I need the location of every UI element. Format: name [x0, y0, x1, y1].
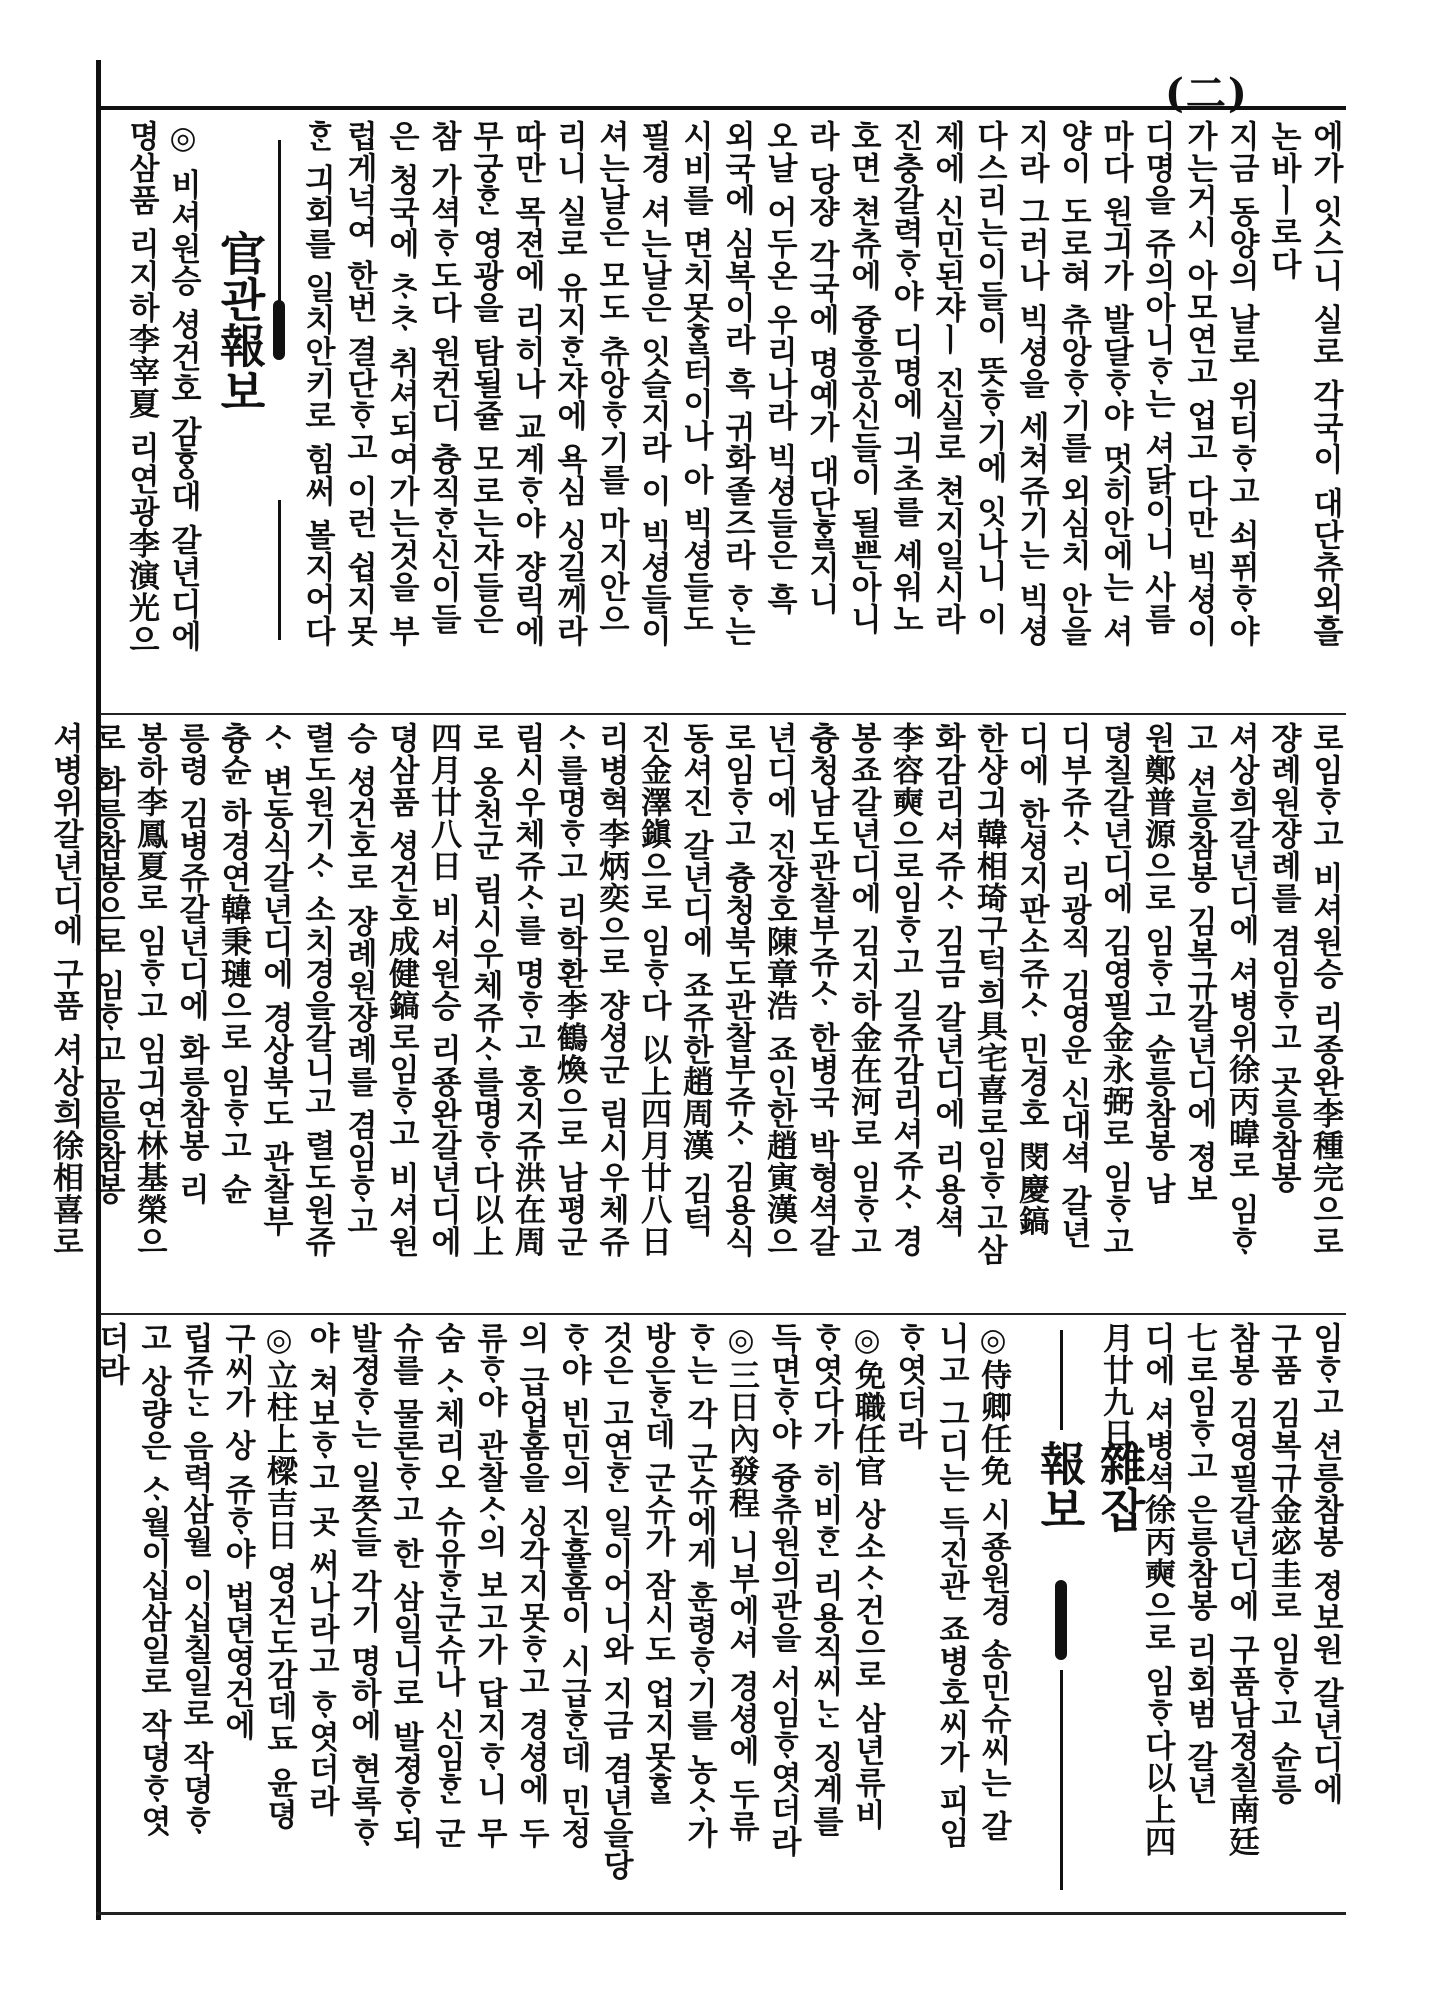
- appointment-line: 로임ᄒᆞ고 츙청북도관찰부쥬ᄉᆞ 김용식: [719, 722, 755, 1258]
- ornament-knot: [273, 300, 285, 360]
- editorial-line: 에가 잇스니 실로 각국이 대단츄외흘: [1307, 120, 1343, 648]
- page-number: (二): [1165, 70, 1249, 117]
- editorial-line: 진충갈력ᄒᆞ야 디명에 긔초를 셰워노: [887, 120, 923, 636]
- ornament-rule-japbo-bottom: [1060, 1670, 1063, 1890]
- editorial-line: 논바ㅣ로다: [1265, 120, 1301, 280]
- gwanbo-title: 官관報보: [213, 230, 267, 414]
- appointment-line: 츙청남도관찰부쥬ᄉᆞ 한병국 박형셕갈: [803, 722, 839, 1258]
- editorial-line: 디명을 쥬의아니ᄒᆞ는 셔닭이니 사름: [1139, 120, 1175, 636]
- appointment-line: 뎡삼품 셩건호成健鎬로임ᄒᆞ고 비셔원: [383, 722, 419, 1258]
- appointment-line: 화감리셔쥬ᄉᆞ 김금 갈년디에 리용셕: [929, 722, 965, 1238]
- appointment-line: 셔상희갈년디에 셔병위徐丙暐로 임ᄒᆞ: [1223, 722, 1259, 1258]
- editorial-line: 지라 그러나 빅셩을 세쳐쥬기는 빅셩: [1013, 120, 1049, 648]
- appointment-line: 승 셩건호로 쟝례원쟝례를 겸임ᄒᆞ고: [341, 722, 377, 1238]
- editorial-line: 오날 어두온 우리나라 빅셩들은 흑: [761, 120, 797, 616]
- japbo-line: 슈를 물론ᄒᆞ고 한 삼일니로 발졍ᄒᆞ되: [387, 1322, 423, 1850]
- appointment-line: 진金澤鎭으로 임ᄒᆞ다 以上四月廿八日: [635, 722, 671, 1258]
- japbo-line: 고 상량은 ᄉᆞ월이십삼일로 작뎡ᄒᆞ엿: [135, 1322, 171, 1838]
- appointment-line: 한샹긔韓相琦구턱희具宅喜로임ᄒᆞ고삼: [971, 722, 1007, 1266]
- editorial-line: ᄒᆞᆫ 긔회를 일치안키로 힘써 볼지어다: [299, 120, 335, 648]
- appointment-line: 림시우체쥬ᄉᆞ를 명ᄒᆞ고 홍지쥬洪在周: [509, 722, 545, 1258]
- appointment-line: 로 화릉참봉으로 임ᄒᆞ고 공릉참봉: [89, 722, 125, 1206]
- gwanbo-entries-upper: [104, 120, 204, 705]
- appointment-continued-line: 月廿九日: [1097, 1322, 1133, 1450]
- japbo-line: ◎免職任官 상소ᄉᆞ건으로 삼년류비: [849, 1322, 885, 1831]
- japbo-line: 야 쳐보ᄒᆞ고 곳 써나라고 ᄒᆞ엿더라: [303, 1322, 339, 1818]
- japbo-line: ᄒᆞ엿다가 히비ᄒᆞᆫ 리용직씨ᄂᆞᆫ 징계를: [807, 1322, 843, 1838]
- appointment-line: 리병혁李炳奕으로 쟝셩군 림시우체쥬: [593, 722, 629, 1258]
- japbo-line: 더라: [93, 1322, 129, 1386]
- appointment-line: 쟝례원쟝례를 겸임ᄒᆞ고 곳릉참봉: [1265, 722, 1301, 1194]
- appointment-line: 츙슌 하경연韓秉璉으로 임ᄒᆞ고 슌: [215, 722, 251, 1206]
- editorial-line: 외국에 심복이라 흑 귀화졸즈라 ᄒᆞ는: [719, 120, 755, 648]
- appointment-line: 로임ᄒᆞ고 비셔원승 리종완李種完으로: [1307, 722, 1343, 1258]
- editorial-line: 리니 실로 유지ᄒᆞᆫ쟈에 욕심 싱길께라: [551, 120, 587, 648]
- appointment-line: ᄉᆞ를명ᄒᆞ고 리학환李鶴煥으로 남평군: [551, 722, 587, 1258]
- appointment-continued-line: 구품 김복규金宓圭로 임ᄒᆞ고 슌릉: [1265, 1322, 1301, 1806]
- ornament-knot-japbo: [1055, 1580, 1067, 1660]
- japbo-line: 니고 그디는 득진관 죠병호씨가 피임: [933, 1322, 969, 1850]
- editorial-line: 따만 목젼에 리히나 교계ᄒᆞ야 쟝릭에: [509, 120, 545, 648]
- appointment-continued-line: 七로임ᄒᆞ고 은릉참봉 리회범 갈년: [1181, 1322, 1217, 1806]
- japbo-text-block: [93, 1322, 1014, 1902]
- editorial-line: 지금 동양의 날로 위티ᄒᆞ고 쇠퓌ᄒᆞ야: [1223, 120, 1259, 648]
- appointment-line: 셔병위갈년디에 구품 셔상희徐相喜로: [47, 722, 83, 1258]
- editorial-line: 셔는날은 모도 츄앙ᄒᆞ기를 마지안으: [593, 120, 629, 636]
- japbo-line: 류ᄒᆞ야 관찰ᄉᆞ의 보고가 답지ᄒᆞ니 무: [471, 1322, 507, 1850]
- japbo-line: ᄒᆞ엿더라: [891, 1322, 927, 1450]
- appointment-line: ᄉᆞ 변동식갈년디에 경상북도 관찰부: [257, 722, 293, 1238]
- editorial-line: 양이 도로혀 츄앙ᄒᆞ기를 외심치 안을: [1055, 120, 1091, 648]
- appointment-line: 李容奭으로임ᄒᆞ고 길쥬감리셔쥬ᄉᆞ 경: [887, 722, 923, 1258]
- japbo-line: 발졍ᄒᆞ는 일쯧들 각기 명하에 현록ᄒᆞ: [345, 1322, 381, 1850]
- appointment-line: 봉죠갈년디에 김지하金在河로 임ᄒᆞ고: [845, 722, 881, 1258]
- japbo-title: 雜잡報보: [1033, 1440, 1147, 1532]
- appointment-continued-line: 참봉 김영필갈년디에 구품남졍칠南廷: [1223, 1322, 1259, 1858]
- ornament-rule-japbo-top: [1060, 1330, 1063, 1430]
- editorial-line: 제에 신민된쟈ㅣ 진실로 쳔지일시라: [929, 120, 965, 636]
- japbo-line: 득면ᄒᆞ야 즁츄원의관을 서임ᄒᆞ엿더라: [765, 1322, 801, 1858]
- appointments-text-block: [47, 722, 1346, 1304]
- editorial-text-block: [299, 120, 1346, 705]
- appointment-line: 릉령 김병쥬갈년디에 화릉참봉 리: [173, 722, 209, 1206]
- editorial-line: 은 청국에 ᄎᆞᄎᆞ 취셔되여가는것을 부: [383, 120, 419, 648]
- gwanbo-line: ◎ 비셔원승 셩건호 감ᄒᆞᆼ대 갈년디에: [165, 120, 201, 653]
- section-divider-lower: [100, 1313, 1346, 1315]
- appointment-continued-line: 임ᄒᆞ고 션릉참봉 졍보원 갈년디에: [1307, 1322, 1343, 1806]
- appointment-line: 년디에 진쟝호陳章浩 죠인한趙寅漢으: [761, 722, 797, 1258]
- appointment-line: 동셔진 갈년디에 죠쥬한趙周漢 김턱: [677, 722, 713, 1238]
- appointment-line: 원鄭普源으로 임ᄒᆞ고 슌릉참봉 남: [1139, 722, 1175, 1206]
- editorial-line: 다스리는이들이 뜻ᄒᆞ기에 잇나니 이: [971, 120, 1007, 636]
- appointment-line: 디에 한셩지판소쥬ᄉᆞ 민경호 閔慶鎬: [1013, 722, 1049, 1238]
- appointment-line: 봉하李鳳夏로 임ᄒᆞ고 임긔연林基榮으: [131, 722, 167, 1258]
- editorial-line: 럽게넉여 한번 결단ᄒᆞ고 이런 쉽지못: [341, 120, 377, 648]
- top-border-rule: [96, 106, 1346, 110]
- japbo-line: ᄒᆞ는 각 군슈에게 훈령ᄒᆞ기를 농ᄉᆞ가: [681, 1322, 717, 1850]
- japbo-line: 것은 고연ᄒᆞᆫ 일이어니와 지금 겸년을당: [597, 1322, 633, 1882]
- japbo-line: ◎侍卿任免 시죵원경 송민슈씨는 갈: [975, 1322, 1011, 1843]
- appointments-continuation: [1090, 1322, 1346, 1902]
- appointment-line: 四月廿八日 비셔원승 리죵완갈년디에: [425, 722, 461, 1258]
- gwanbo-line: 명삼품 리지하李宰夏 리연광李演光으: [123, 120, 159, 656]
- bottom-border-rule: [96, 1912, 1346, 1915]
- appointment-line: 로 옹천군 림시우체쥬ᄉᆞ를명ᄒᆞ다以上: [467, 722, 503, 1258]
- ornament-rule-bottom: [278, 500, 281, 640]
- japbo-line: 방은ᄒᆞᆫ데 군슈가 잠시도 업지못ᄒᆞᆯ: [639, 1322, 675, 1806]
- editorial-line: 참 가셕ᄒᆞ도다 원컨디 츙직ᄒᆞᆫ신이들: [425, 120, 461, 636]
- appointment-continued-line: 디에 셔병셕徐丙奭으로 임ᄒᆞ다以上四: [1139, 1322, 1175, 1858]
- japbo-line: 립쥬ᄂᆞᆫ 음력삼월 이십칠일로 작뎡ᄒᆞ: [177, 1322, 213, 1838]
- editorial-line: 무궁ᄒᆞᆫ 영광을 탐될쥴 모로는쟈들은: [467, 120, 503, 636]
- japbo-line: 의 급업홈을 싱각지못ᄒᆞ고 경셩에 두: [513, 1322, 549, 1850]
- editorial-line: 필경 셔는날은 잇슬지라 이 빅셩들이: [635, 120, 671, 648]
- editorial-line: 가는거시 아모연고 업고 다만 빅셩이: [1181, 120, 1217, 648]
- editorial-line: 라 당쟝 각국에 명예가 대단ᄒᆞᆯ지니: [803, 120, 839, 616]
- japbo-line: ᄒᆞ야 빈민의 진휼홈이 시급ᄒᆞᆫ데 민정: [555, 1322, 591, 1850]
- editorial-line: 호면 쳔츄에 즁흥공신들이 될쁜아니: [845, 120, 881, 636]
- appointment-line: 디부쥬ᄉᆞ 리광직 김영운 신대셕 갈년: [1055, 722, 1091, 1250]
- appointment-line: 뎡칠갈년디에 김영필金永弼로 임ᄒᆞ고: [1097, 722, 1133, 1258]
- editorial-line: 시비를 면치못ᄒᆞᆯ터이나 아 빅셩들도: [677, 120, 713, 636]
- japbo-heading: [1030, 1440, 1150, 1570]
- gwanbo-heading: [210, 230, 270, 490]
- appointment-line: 고 션릉참봉 김복규갈년디에 졍보: [1181, 722, 1217, 1206]
- section-divider-upper: [100, 713, 1346, 715]
- japbo-line: 숨 ᄉᆞ체리오 슈유ᄒᆞᆫ군슈나 신임ᄒᆞᆫ 군: [429, 1322, 465, 1850]
- japbo-line: ◎立柱上樑吉日 영건도감데됴 윤뎡: [261, 1322, 297, 1831]
- appointment-line: 렬도원기ᄉᆞ 소치경을갈니고 렬도원쥬: [299, 722, 335, 1258]
- japbo-line: ◎三日內發程 니부에셔 경셩에 두류: [723, 1322, 759, 1843]
- japbo-line: 구씨가 상 쥬ᄒᆞ야 법뎐영건에: [219, 1322, 255, 1742]
- editorial-line: 마다 원긔가 발달ᄒᆞ야 멋히안에는 셔: [1097, 120, 1133, 648]
